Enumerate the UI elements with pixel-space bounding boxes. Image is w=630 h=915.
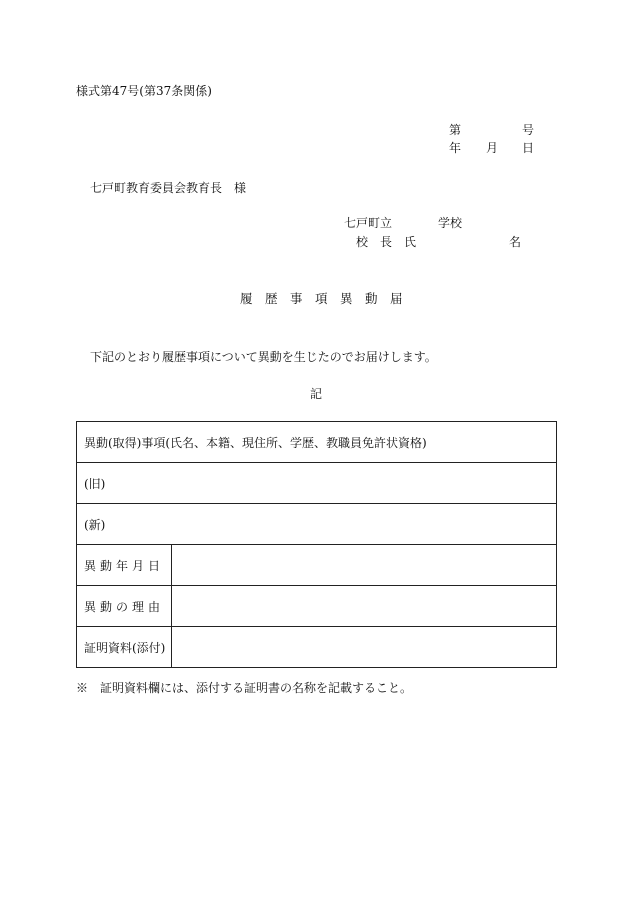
header-cell: 異動(取得)事項(氏名、本籍、現住所、学歴、教職員免許状資格) <box>77 422 557 463</box>
reason-label-cell: 異動の理由 <box>77 586 172 627</box>
principal-label: 校 長 氏 <box>356 235 417 249</box>
evidence-value-cell <box>172 627 557 668</box>
new-cell: (新) <box>77 504 557 545</box>
date-year: 年 <box>449 141 462 155</box>
ref-go: 号 <box>522 123 535 137</box>
change-form-table <box>76 421 557 668</box>
table-row <box>77 545 557 586</box>
ki-marker: 記 <box>310 387 323 401</box>
evidence-label-cell: 証明資料(添付) <box>77 627 172 668</box>
old-cell: (旧) <box>77 463 557 504</box>
form-number: 様式第47号(第37条関係) <box>76 84 212 98</box>
date-day: 日 <box>522 141 535 155</box>
table-row <box>77 586 557 627</box>
date-label-cell: 異動年月日 <box>77 545 172 586</box>
school-suffix: 学校 <box>438 216 463 230</box>
footnote: ※ 証明資料欄には、添付する証明書の名称を記載すること。 <box>76 681 413 695</box>
document-title: 履 歴 事 項 異 動 届 <box>240 291 403 306</box>
table-row <box>77 463 557 504</box>
date-month: 月 <box>486 141 499 155</box>
table-row <box>77 504 557 545</box>
table-row <box>77 627 557 668</box>
body-text: 下記のとおり履歴事項について異動を生じたのでお届けします。 <box>90 350 437 364</box>
date-value-cell <box>172 545 557 586</box>
table-row <box>77 422 557 463</box>
ref-dai: 第 <box>449 123 462 137</box>
reason-value-cell <box>172 586 557 627</box>
school-prefix: 七戸町立 <box>344 216 393 230</box>
addressee: 七戸町教育委員会教育長 様 <box>90 181 247 195</box>
name-suffix: 名 <box>509 235 522 249</box>
